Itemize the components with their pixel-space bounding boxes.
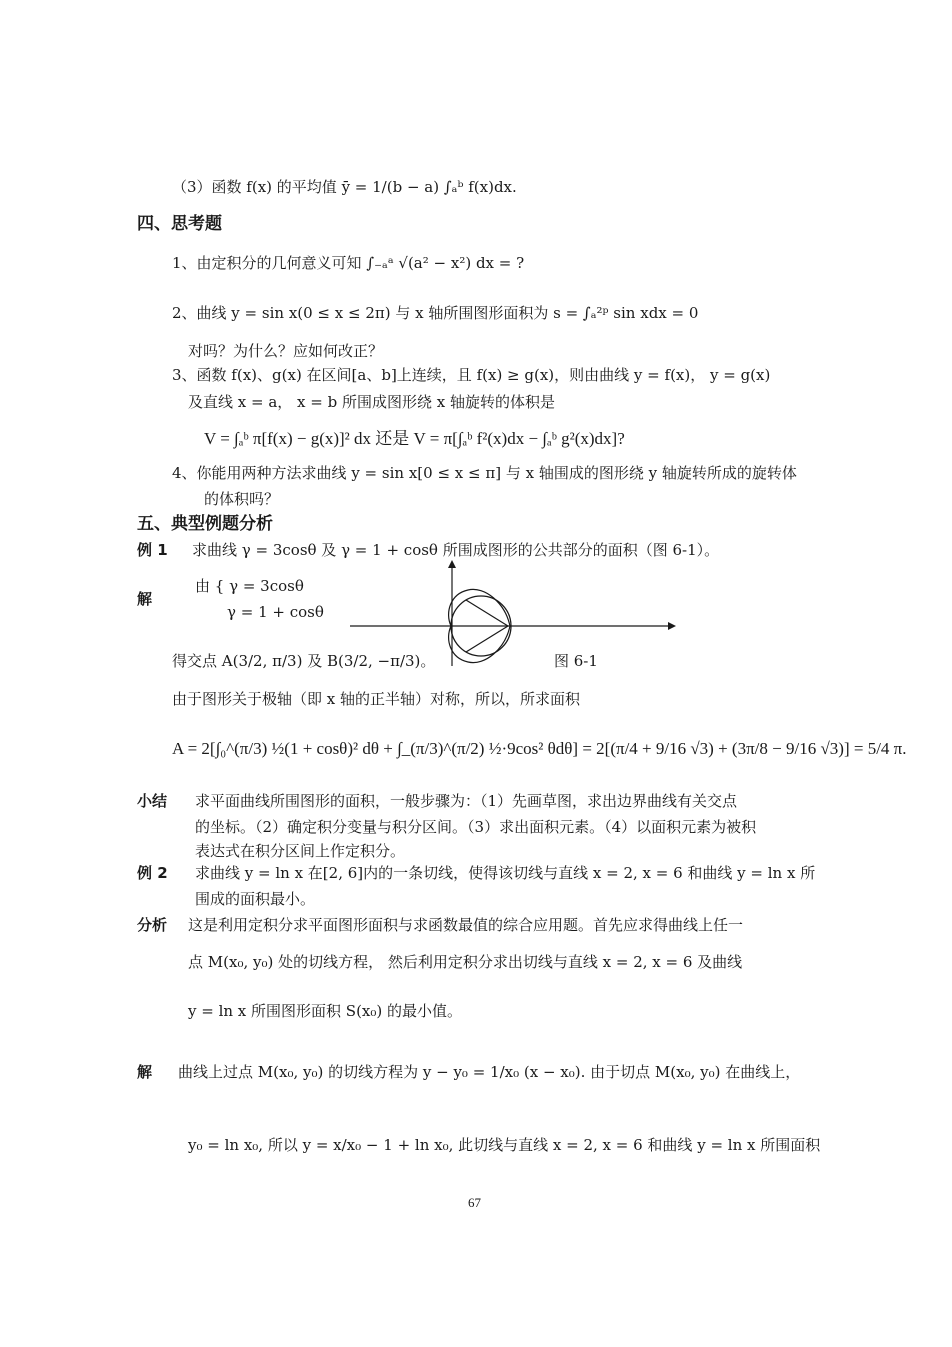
tangent-substitution: y₀ = ln x₀, 所以 y = x/x₀ − 1 + ln x₀, 此切线与直线 x = 2, x = 6 和曲线 y = ln x 所围面积 [188,1136,821,1154]
section-heading-4: 四、思考题 [137,214,222,234]
question-2: 2、曲线 y = sin x(0 ≤ x ≤ 2π) 与 x 轴所围图形面积为 s = ∫ₐ²ᵖ sin xdx = 0 [172,304,699,322]
analysis-line-3: y = ln x 所围图形面积 S(x₀) 的最小值。 [188,1002,463,1020]
summary-label: 小结 [137,792,168,810]
page-number: 67 [468,1195,481,1210]
question-4: 4、你能用两种方法求曲线 y = sin x[0 ≤ x ≤ π] 与 x 轴围成的图形绕 y 轴旋转所成的旋转体 [172,464,797,482]
summary-line-3: 表达式在积分区间上作定积分。 [195,842,406,860]
summary-line-2: 的坐标。（2）确定积分变量与积分区间。（3）求出面积元素。（4）以面积元素为被积 [195,818,757,836]
figure-caption: 图 6-1 [554,652,598,670]
system-eq-2: γ = 1 + cosθ [227,603,324,621]
solution-2-label: 解 [137,1063,153,1081]
area-formula: A = 2[∫₀^(π/3) ½(1 + cosθ)² dθ + ∫_(π/3)^(π/2) ½·9cos² θdθ] = 2[(π/4 + 9/16 √3) + (3π/8 − 9/16 √3)] = 5/4 π. [172,739,907,758]
solution-1-label: 解 [137,590,153,608]
example-2-text: 求曲线 y = ln x 在[2, 6]内的一条切线，使得该切线与直线 x = 2, x = 6 和曲线 y = ln x 所 [195,864,816,882]
section-heading-5: 五、典型例题分析 [137,514,273,534]
example-1-text: 求曲线 γ = 3cosθ 及 γ = 1 + cosθ 所围成图形的公共部分的面积（图 6-1）。 [192,541,720,559]
example-2-cont: 围成的面积最小。 [195,890,316,908]
example-2-label: 例 2 [137,864,168,882]
system-eq-1: 由 { γ = 3cosθ [195,577,304,595]
analysis-label: 分析 [137,916,168,934]
question-3: 3、函数 f(x)、g(x) 在区间[a、b]上连续，且 f(x) ≥ g(x)，则由曲线 y = f(x)， y = g(x) [172,366,771,384]
question-3-cont: 及直线 x = a， x = b 所围成图形绕 x 轴旋转的体积是 [188,393,555,411]
summary-line-1: 求平面曲线所围图形的面积，一般步骤为：（1）先画草图，求出边界曲线有关交点 [195,792,738,810]
intersection-points: 得交点 A(3/2, π/3) 及 B(3/2, −π/3)。 [172,652,436,670]
question-2-followup: 对吗？为什么？应如何改正？ [188,342,384,360]
question-4-cont: 的体积吗？ [204,490,280,508]
question-1: 1、由定积分的几何意义可知 ∫₋ₐᵃ √(a² − x²) dx = ? [172,254,525,272]
tangent-equation: 曲线上过点 M(x₀, y₀) 的切线方程为 y − y₀ = 1/x₀ (x − x₀). 由于切点 M(x₀, y₀) 在曲线上， [178,1063,801,1081]
analysis-line-1: 这是利用定积分求平面图形面积与求函数最值的综合应用题。首先应求得曲线上任一 [188,916,744,934]
analysis-line-2: 点 M(x₀, y₀) 处的切线方程， 然后利用定积分求出切线与直线 x = 2, x = 6 及曲线 [188,953,743,971]
question-3-volume-formula: V = ∫ₐᵇ π[f(x) − g(x)]² dx 还是 V = π[∫ₐᵇ f²(x)dx − ∫ₐᵇ g²(x)dx]? [204,429,625,448]
example-1-label: 例 1 [137,541,168,559]
symmetry-text: 由于图形关于极轴（即 x 轴的正半轴）对称，所以，所求面积 [172,690,580,708]
avg-value-formula: （3）函数 f(x) 的平均值 ȳ = 1/(b − a) ∫ₐᵇ f(x)dx. [172,178,517,196]
